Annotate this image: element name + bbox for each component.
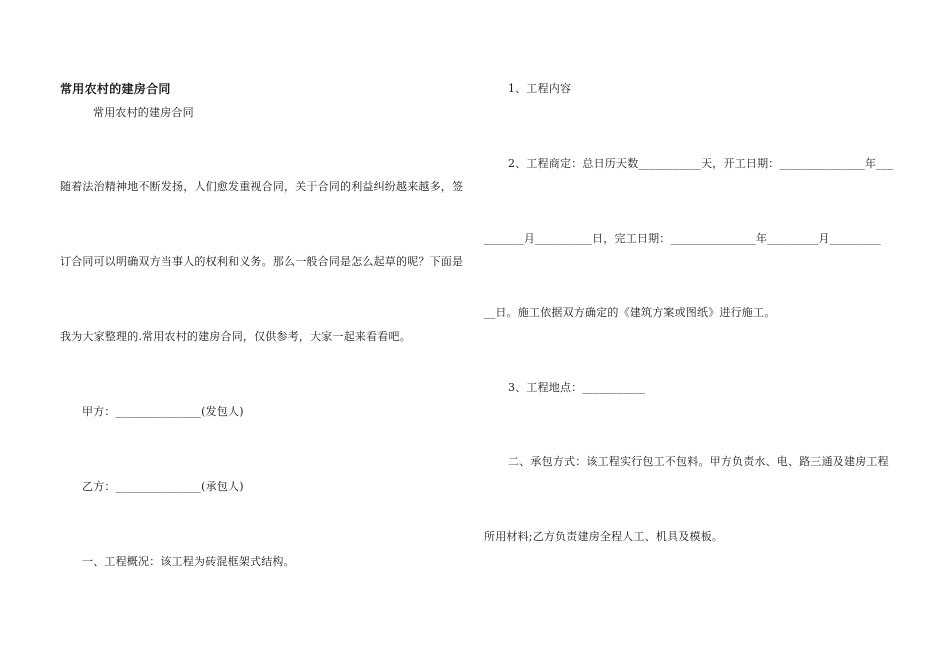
section-1-heading: 一、工程概况：该工程为砖混框架式结构。 — [82, 555, 295, 568]
section-2-line-2: 所用材料;乙方负责建房全程人工、机具及模板。 — [484, 530, 724, 543]
intro-paragraph-line-2: 订合同可以明确双方当事人的权利和义务。那么一般合同是怎么起草的呢？下面是 — [60, 255, 464, 268]
party-b-field: 乙方：_______________(承包人) — [82, 480, 244, 493]
intro-paragraph-line-1: 随着法治精神地不断发扬，人们愈发重视合同，关于合同的利益纠纷越来越多，签 — [60, 180, 464, 193]
intro-paragraph-line-3: 我为大家整理的.常用农村的建房合同，仅供参考，大家一起来看看吧。 — [60, 330, 411, 343]
item-2-line-1: 2、工程商定：总日历天数___________天，开工日期：_______________年___ — [508, 157, 894, 170]
item-2-line-2: _______月__________日，完工日期：_______________年_________月_________ — [484, 232, 881, 245]
document-title: 常用农村的建房合同 — [60, 82, 171, 96]
item-3-project-location: 3、工程地点：___________ — [508, 381, 646, 394]
document-subtitle: 常用农村的建房合同 — [93, 106, 194, 119]
party-a-field: 甲方：_______________(发包人) — [82, 405, 244, 418]
item-2-line-3: __日。施工依据双方确定的《建筑方案或图纸》进行施工。 — [484, 306, 776, 319]
section-2-line-1: 二、承包方式：该工程实行包工不包料。甲方负责水、电、路三通及建房工程 — [508, 455, 889, 468]
item-1-project-content: 1、工程内容 — [508, 82, 572, 95]
